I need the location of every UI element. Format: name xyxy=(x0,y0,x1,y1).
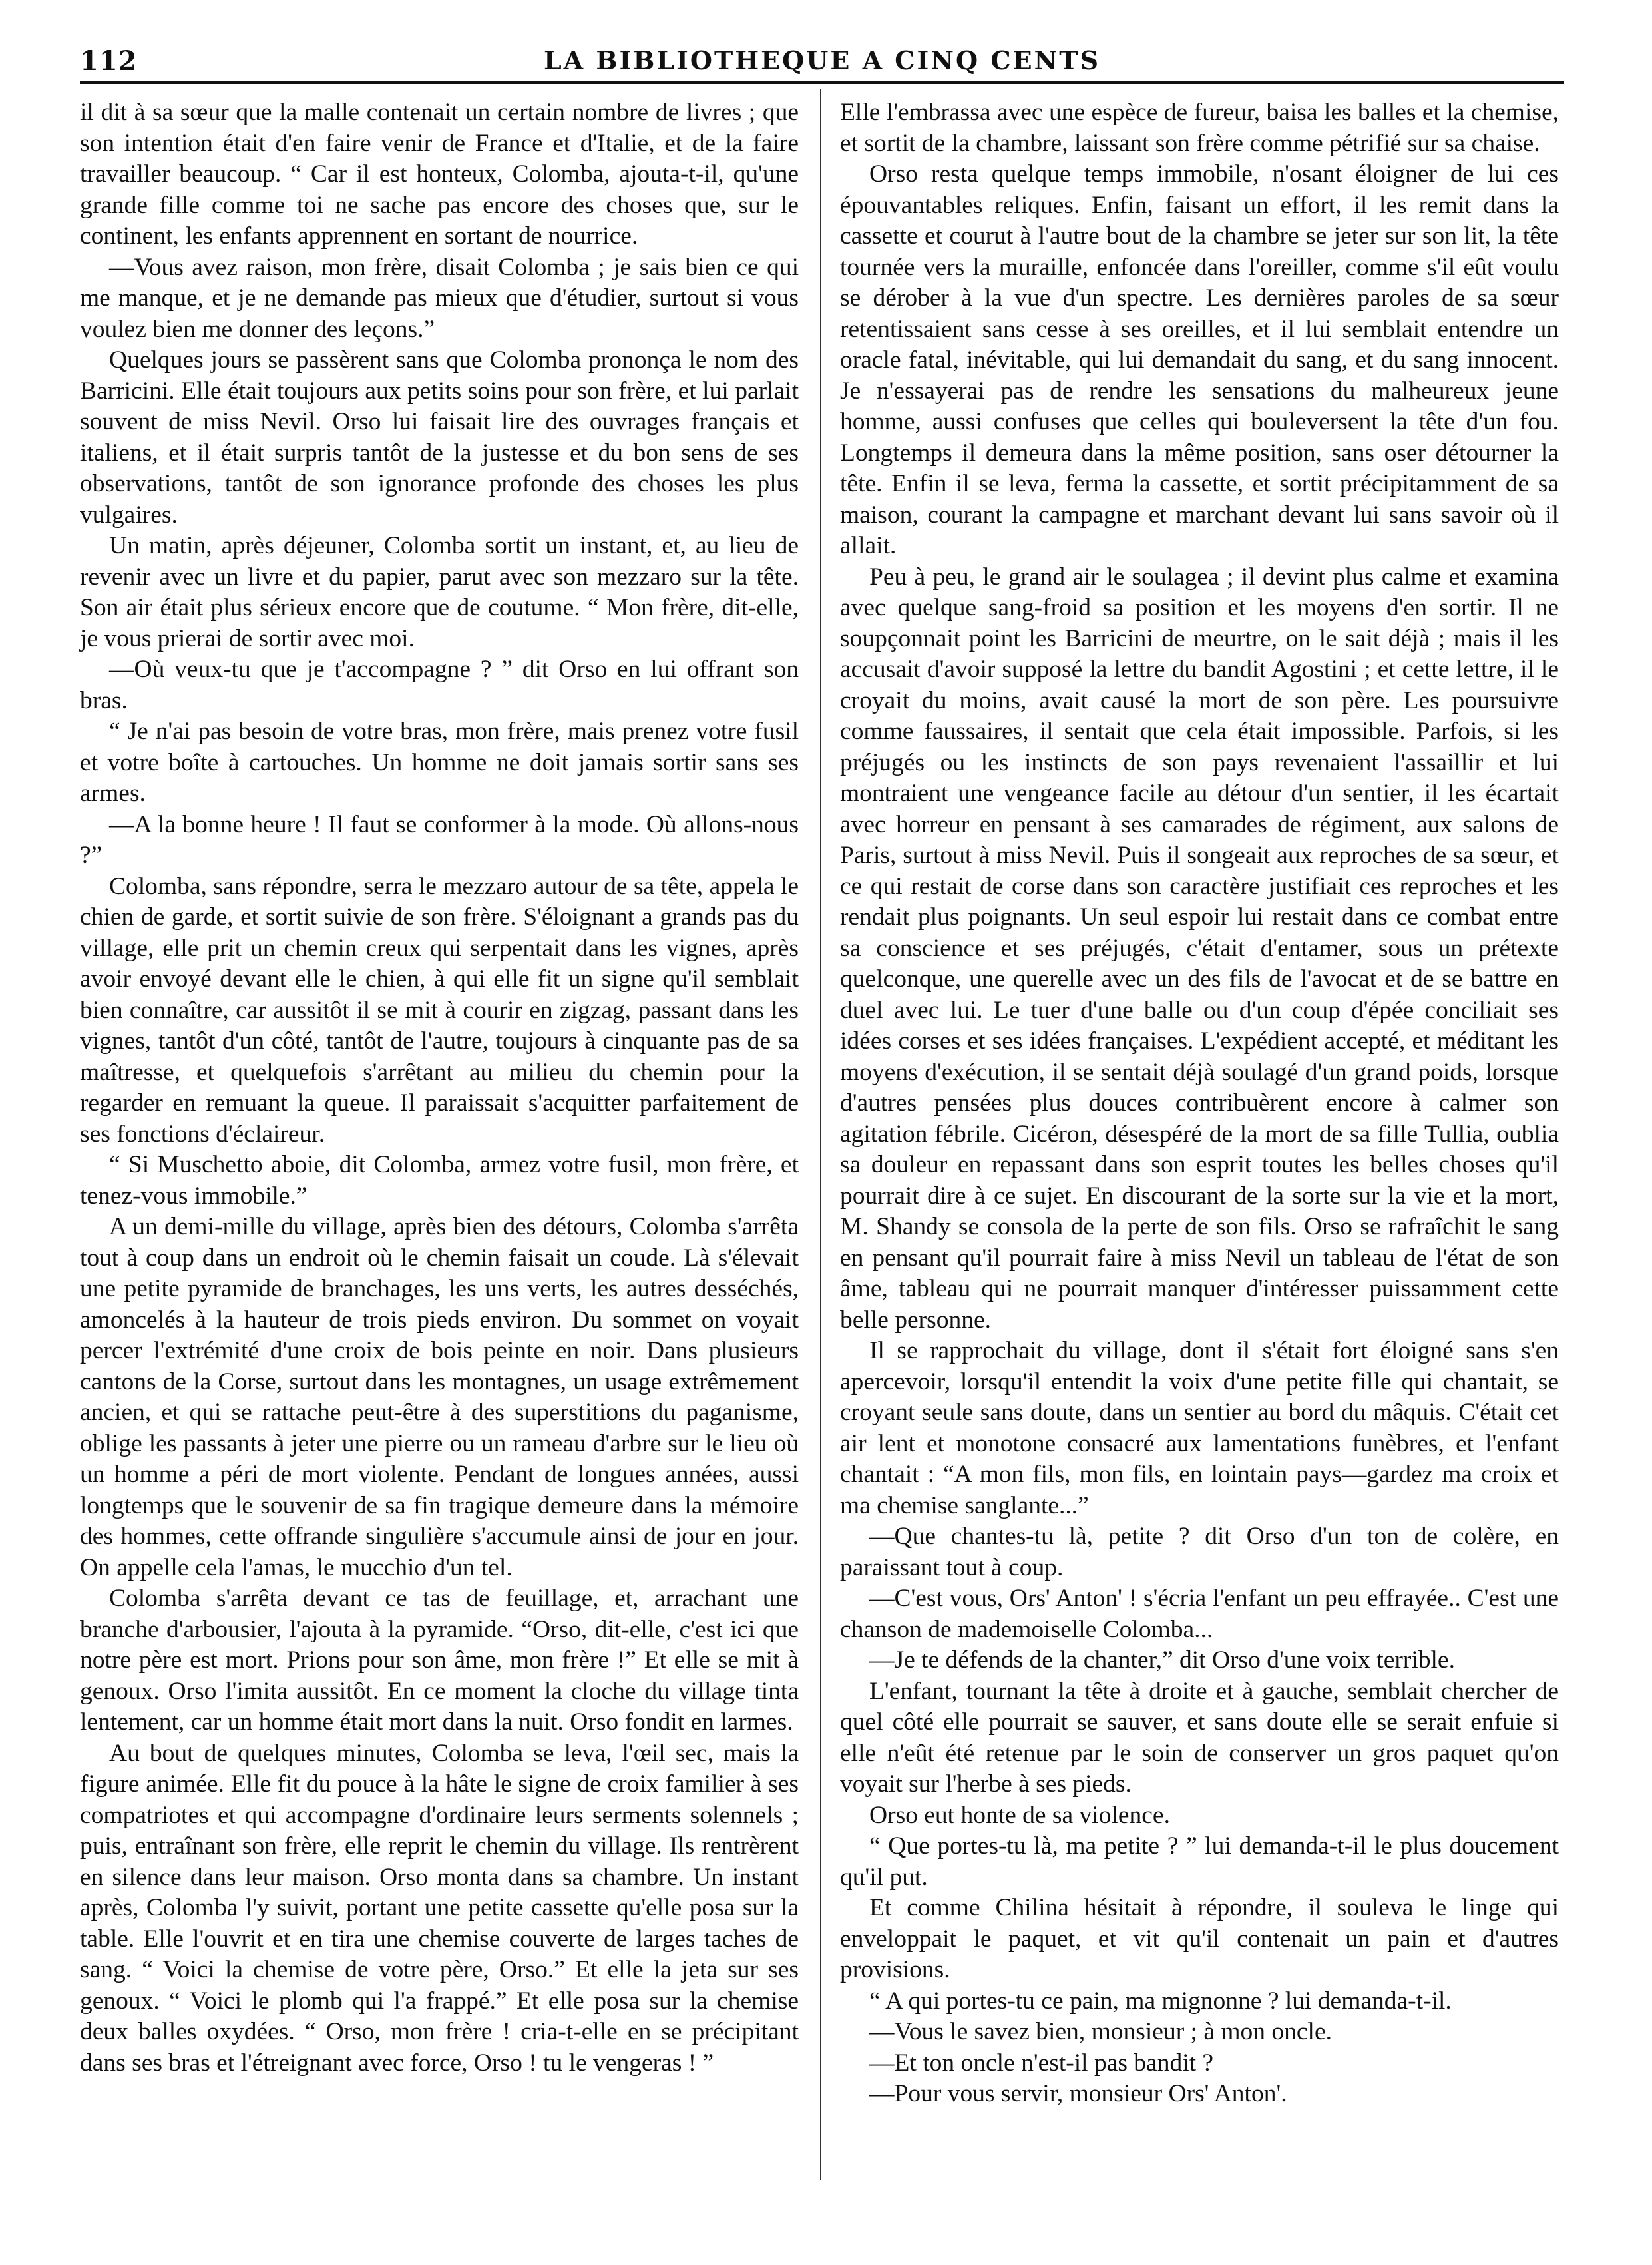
paragraph: Orso resta quelque temps immobile, n'osant éloigner de lui ces épouvantables reliques. Enfin, faisant un effort, il les remit dans la cassette et courut à l'autre bout de la chambre se jeter sur son lit, la tête tournée vers la muraille, enfoncée dans l'oreiller, comme s'il eût voulu se dérober à la vue d'un spectre. Les dernières paroles de sa sœur retentissaient sans cesse à ses oreilles, et il lui semblait entendre un oracle fatal, inévitable, qui lui demandait du sang, et du sang innocent. Je n'essayerai pas de rendre les sensations du malheureux jeune homme, aussi confuses que celles qui bouleversent la tête d'un fou. Longtemps il demeura dans la même position, sans oser détourner la tête. Enfin il se leva, ferma la cassette, et sortit précipitamment de sa maison, courant la campagne et marchant devant lui sans savoir où il allait. xyxy=(840,160,1559,559)
paragraph: —Je te défends de la chanter,” dit Orso d'une voix terrible. xyxy=(869,1646,1455,1674)
paragraph: Colomba, sans répondre, serra le mezzaro autour de sa tête, appela le chien de garde, et sortit suivie de son frère. S'éloignant a grands pas du village, elle prit un chemin creux qui serpentait dans les vignes, après avoir envoyé devant elle le chien, à qui elle fit un signe qu'il semblait bien connaître, car aussitôt il se mit à courir en zigzag, passant dans les vignes, tantôt d'un côté, tantôt de l'autre, toujours à cinquante pas de sa maîtresse, et quelquefois s'arrêtant au milieu du chemin pour la regarder en remuant la queue. Il paraissait s'acquitter parfaitement de ses fonctions d'éclaireur. xyxy=(80,872,799,1148)
paragraph: “ Si Muschetto aboie, dit Colomba, armez votre fusil, mon frère, et tenez-vous immobile.” xyxy=(80,1151,799,1210)
paragraph: —Et ton oncle n'est-il pas bandit ? xyxy=(869,2049,1214,2077)
paragraph: Colomba s'arrêta devant ce tas de feuillage, et, arrachant une branche d'arbousier, l'ajouta à la pyramide. “Orso, dit-elle, c'est ici que notre père est mort. Prions pour son âme, mon frère !” Et elle se mit à genoux. Orso l'imita aussitôt. En ce moment la cloche du village tinta lentement, car un homme était mort dans la nuit. Orso fondit en larmes. xyxy=(80,1585,799,1736)
paragraph: “ Que portes-tu là, ma petite ? ” lui demanda-t-il le plus doucement qu'il put. xyxy=(840,1832,1559,1891)
paragraph: —Que chantes-tu là, petite ? dit Orso d'un ton de colère, en paraissant tout à coup. xyxy=(840,1523,1559,1581)
header-rule xyxy=(80,81,1564,84)
paragraph: Un matin, après déjeuner, Colomba sortit un instant, et, au lieu de revenir avec un livre et du papier, parut avec son mezzaro sur la tête. Son air était plus sérieux encore que de coutume. “ Mon frère, dit-elle, je vous prierai de sortir avec moi. xyxy=(80,532,799,652)
paragraph: Quelques jours se passèrent sans que Colomba prononça le nom des Barricini. Elle était toujours aux petits soins pour son frère, et lui parlait souvent de miss Nevil. Orso lui faisait lire des ouvrages français et italiens, et il était surpris tantôt de la justesse et du bon sens de ses observations, tantôt de son ignorance profonde des choses les plus vulgaires. xyxy=(80,346,799,529)
left-column xyxy=(80,97,799,2079)
running-title: LA BIBLIOTHEQUE A CINQ CENTS xyxy=(543,45,1101,75)
paragraph: “ Je n'ai pas besoin de votre bras, mon frère, mais prenez votre fusil et votre boîte à cartouches. Un homme ne doit jamais sortir sans ses armes. xyxy=(80,718,799,807)
paragraph: Et comme Chilina hésitait à répondre, il souleva le linge qui enveloppait le paquet, et vit qu'il contenait un pain et d'autres provisions. xyxy=(840,1894,1559,1983)
right-column xyxy=(840,97,1559,2110)
paragraph: —Vous avez raison, mon frère, disait Colomba ; je sais bien ce qui me manque, et je ne demande pas mieux que d'étudier, surtout si vous voulez bien me donner des leçons.” xyxy=(80,253,799,343)
paragraph: —Vous le savez bien, monsieur ; à mon oncle. xyxy=(869,2018,1332,2045)
paragraph: Il se rapprochait du village, dont il s'était fort éloigné sans s'en apercevoir, lorsqu'il entendit la voix d'une petite fille qui chantait, se croyant seule sans doute, dans un sentier au bord du mâquis. C'était cet air lent et monotone consacré aux lamentations funèbres, et l'enfant chantait : “A mon fils, mon fils, en lointain pays—gardez ma croix et ma chemise sanglante...” xyxy=(840,1337,1559,1519)
page-number: 112 xyxy=(80,45,138,77)
paragraph: —A la bonne heure ! Il faut se conformer à la mode. Où allons-nous ?” xyxy=(80,810,799,869)
paragraph: il dit à sa sœur que la malle contenait un certain nombre de livres ; que son intention était d'en faire venir de France et d'Italie, et de la faire travailler beaucoup. “ Car il est honteux, Colomba, ajouta-t-il, qu'une grande fille comme toi ne sache pas encore des choses que, sur le continent, les enfants apprennent en sortant de nourrice. xyxy=(80,99,799,250)
paragraph: A un demi-mille du village, après bien des détours, Colomba s'arrêta tout à coup dans un endroit où le chemin faisait un coude. Là s'élevait une petite pyramide de branchages, les uns verts, les autres desséchés, amoncelés à la hauteur de trois pieds environ. Du sommet on voyait percer l'extrémité d'une croix de bois peinte en noir. Dans plusieurs cantons de la Corse, surtout dans les montagnes, un usage extrêmement ancien, et qui se rattache peut-être à des superstitions du paganisme, oblige les passants à jeter une pierre ou un rameau d'arbre sur le lieu où un homme a péri de mort violente. Pendant de longues années, aussi longtemps que le souvenir de sa fin tragique demeure dans la mémoire des hommes, cette offrande singulière s'accumule ainsi de jour en jour. On appelle cela l'amas, le mucchio d'un tel. xyxy=(80,1213,799,1581)
paragraph: —Pour vous servir, monsieur Ors' Anton'. xyxy=(869,2080,1287,2107)
paragraph: —Où veux-tu que je t'accompagne ? ” dit Orso en lui offrant son bras. xyxy=(80,656,799,714)
paragraph: L'enfant, tournant la tête à droite et à gauche, semblait chercher de quel côté elle pourrait se sauver, et sans doute elle se serait enfuie si elle n'eût été retenue par le soin de conserver un gros paquet qu'on voyait sur l'herbe à ses pieds. xyxy=(840,1677,1559,1798)
paragraph: Orso eut honte de sa violence. xyxy=(869,1801,1170,1829)
paragraph: Peu à peu, le grand air le soulagea ; il devint plus calme et examina avec quelque sang-froid sa position et les moyens d'en sortir. Il ne soupçonnait point les Barricini de meurtre, on le sait déjà ; mais il les accusait d'avoir supposé la lettre du bandit Agostini ; et cette lettre, il le croyait du moins, avait causé la mort de son père. Les poursuivre comme faussaires, il sentait que cela était impossible. Parfois, si les préjugés ou les instincts de son pays revenaient l'assaillir et lui montraient une vengeance facile au détour d'un sentier, il les écartait avec horreur en pensant à ses camarades de régiment, aux salons de Paris, surtout à miss Nevil. Puis il songeait aux reproches de sa sœur, et ce qui restait de corse dans son caractère justifiait ces reproches et les rendait plus poignants. Un seul espoir lui restait dans ce combat entre sa conscience et ses préjugés, c'était d'entamer, sous un prétexte quelconque, une querelle avec un des fils de l'avocat et de se battre en duel avec lui. Le tuer d'une balle ou d'un coup d'épée conciliait ses idées corses et ses idées françaises. L'expédient accepté, et méditant les moyens d'exécution, il se sentait déjà soulagé d'un grand poids, lorsque d'autres pensées plus douces contribuèrent encore à calmer son agitation fébrile. Cicéron, désespéré de la mort de sa fille Tullia, oublia sa douleur en repassant dans son esprit toutes les belles choses qu'il pourrait dire à ce sujet. En discourant de la sorte sur la vie et la mort, M. Shandy se consola de la perte de son fils. Orso se rafraîchit le sang en pensant qu'il pourrait faire à miss Nevil un tableau de l'état de son âme, tableau qui ne pourrait manquer d'intéresser puissamment cette belle personne. xyxy=(840,563,1559,1334)
paragraph: Elle l'embrassa avec une espèce de fureur, baisa les balles et la chemise, et sortit de la chambre, laissant son frère comme pétrifié sur sa chaise. xyxy=(840,99,1559,157)
paragraph: Au bout de quelques minutes, Colomba se leva, l'œil sec, mais la figure animée. Elle fit du pouce à la hâte le signe de croix familier à ses compatriotes et qui accompagne d'ordinaire leurs serments solennels ; puis, entraînant son frère, elle reprit le chemin du village. Ils rentrèrent en silence dans leur maison. Orso monta dans sa chambre. Un instant après, Colomba l'y suivit, portant une petite cassette qu'elle posa sur la table. Elle l'ouvrit et en tira une chemise couverte de larges taches de sang. “ Voici la chemise de votre père, Orso.” Et elle la jeta sur ses genoux. “ Voici le plomb qui l'a frappé.” Et elle posa sur la chemise deux balles oxydées. “ Orso, mon frère ! cria-t-elle en se précipitant dans ses bras et l'étreignant avec force, Orso ! tu le vengeras ! ” xyxy=(80,1739,799,2077)
paragraph: “ A qui portes-tu ce pain, ma mignonne ? lui demanda-t-il. xyxy=(869,1987,1452,2015)
page-header xyxy=(80,40,1564,80)
paragraph: —C'est vous, Ors' Anton' ! s'écria l'enfant un peu effrayée.. C'est une chanson de mademoiselle Colomba... xyxy=(840,1585,1559,1643)
column-divider xyxy=(820,89,821,2180)
